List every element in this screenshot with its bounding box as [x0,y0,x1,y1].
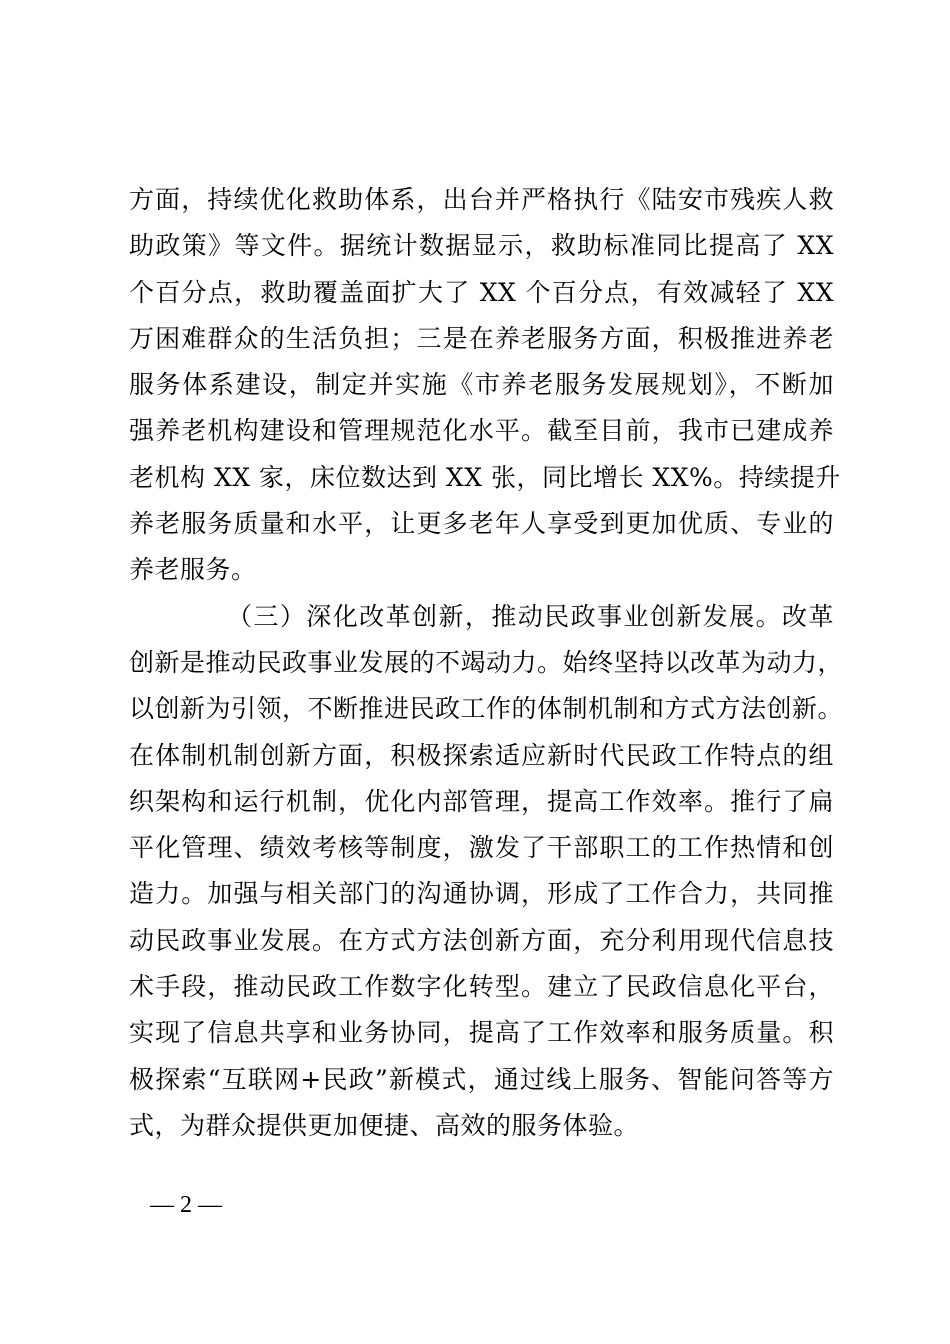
text-line: 个百分点，救助覆盖面扩大了 XX 个百分点，有效减轻了 XX [129,277,834,307]
text-line: 养老服务。 [129,555,257,585]
text-line: 极探索“互联网+民政”新模式，通过线上服务、智能问答等方 [129,1064,834,1094]
text-line: 养老服务质量和水平，让更多老年人享受到更加优质、专业的 [129,509,834,539]
text-line: 造力。加强与相关部门的沟通协调，形成了工作合力，共同推 [129,879,834,909]
text-line: 式，为群众提供更加便捷、高效的服务体验。 [129,1110,640,1140]
text-line: 术手段，推动民政工作数字化转型。建立了民政信息化平台， [129,972,834,1002]
body-text [129,177,844,1149]
text-line: 助政策》等文件。据统计数据显示，救助标准同比提高了 XX [129,231,834,261]
text-line: 平化管理、绩效考核等制度，激发了干部职工的工作热情和创 [129,833,834,863]
text-line: 老机构 XX 家，床位数达到 XX 张，同比增长 XX%。持续提升 [129,462,841,492]
text-line: 动民政事业发展。在方式方法创新方面，充分利用现代信息技 [129,925,834,955]
text-line: 以创新为引领，不断推进民政工作的体制机制和方式方法创新。 [129,694,844,724]
text-line: 在体制机制创新方面，积极探索适应新时代民政工作特点的组 [129,740,834,770]
text-line: 方面，持续优化救助体系，出台并严格执行《陆安市残疾人救 [129,185,834,214]
text-line: 实现了信息共享和业务协同，提高了工作效率和服务质量。积 [129,1018,834,1048]
text-line: 创新是推动民政事业发展的不竭动力。始终坚持以改革为动力， [129,647,844,677]
section-heading-line: （三）深化改革创新，推动民政事业创新发展。改革 [227,601,834,631]
text-line: 服务体系建设，制定并实施《市养老服务发展规划》，不断加 [129,370,834,400]
page-number: — 2 — [150,1192,222,1218]
text-line: 强养老机构建设和管理规范化水平。截至目前，我市已建成养 [129,416,834,446]
text-line: 织架构和运行机制，优化内部管理，提高工作效率。推行了扁 [129,786,834,816]
text-line: 万困难群众的生活负担；三是在养老服务方面，积极推进养老 [129,323,834,353]
